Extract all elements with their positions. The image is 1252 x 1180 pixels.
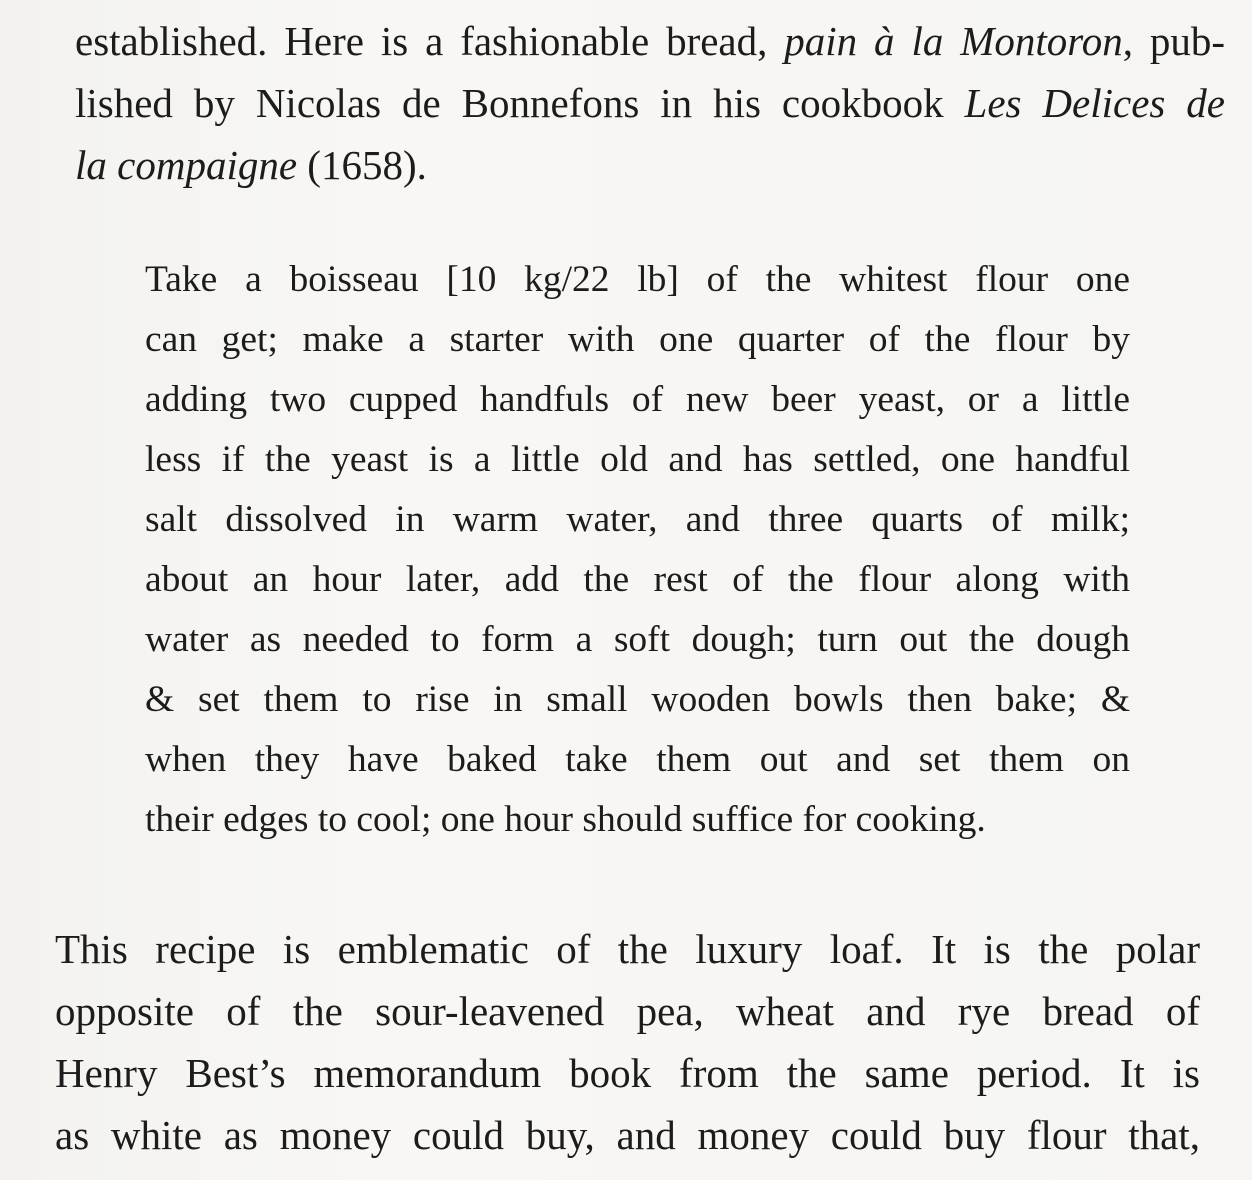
cookbook-title-part-1: Les Delices de bbox=[964, 80, 1225, 126]
closing-line: Henry Best’s memorandum book from the same period. It is bbox=[55, 1050, 1200, 1096]
cookbook-title-part-2: la compaigne bbox=[75, 142, 298, 188]
quote-line: water as needed to form a soft dough; turn out the dough bbox=[145, 619, 1130, 660]
closing-line: as white as money could buy, and money could buy flour that, bbox=[55, 1112, 1200, 1158]
intro-line-3: la compaigne (1658). bbox=[75, 142, 427, 188]
quote-line: Take a boisseau [10 kg/22 lb] of the whitest flour one bbox=[145, 259, 1130, 300]
bread-name: pain à la Montoron bbox=[784, 18, 1123, 64]
intro-paragraph bbox=[75, 10, 1225, 196]
closing-line: This recipe is emblematic of the luxury loaf. It is the polar bbox=[55, 926, 1200, 972]
closing-paragraph bbox=[55, 918, 1200, 1166]
quote-line: when they have baked take them out and set them on bbox=[145, 739, 1130, 780]
quote-line: salt dissolved in warm water, and three quarts of milk; bbox=[145, 499, 1130, 540]
quote-line: adding two cupped handfuls of new beer yeast, or a little bbox=[145, 379, 1130, 420]
quote-line: about an hour later, add the rest of the flour along with bbox=[145, 559, 1130, 600]
quote-line: & set them to rise in small wooden bowls then bake; & bbox=[145, 679, 1130, 720]
recipe-quote bbox=[145, 250, 1130, 850]
intro-line-2: lished by Nicolas de Bonnefons in his cookbook Les Delices de bbox=[75, 80, 1225, 126]
quote-line: can get; make a starter with one quarter of the flour by bbox=[145, 319, 1130, 360]
quote-line: their edges to cool; one hour should suffice for cooking. bbox=[145, 799, 986, 840]
quote-line: less if the yeast is a little old and has settled, one handful bbox=[145, 439, 1130, 480]
intro-line-1: established. Here is a fashionable bread, pain à la Montoron, pub- bbox=[75, 18, 1225, 64]
closing-line: opposite of the sour-leavened pea, wheat and rye bread of bbox=[55, 988, 1200, 1034]
